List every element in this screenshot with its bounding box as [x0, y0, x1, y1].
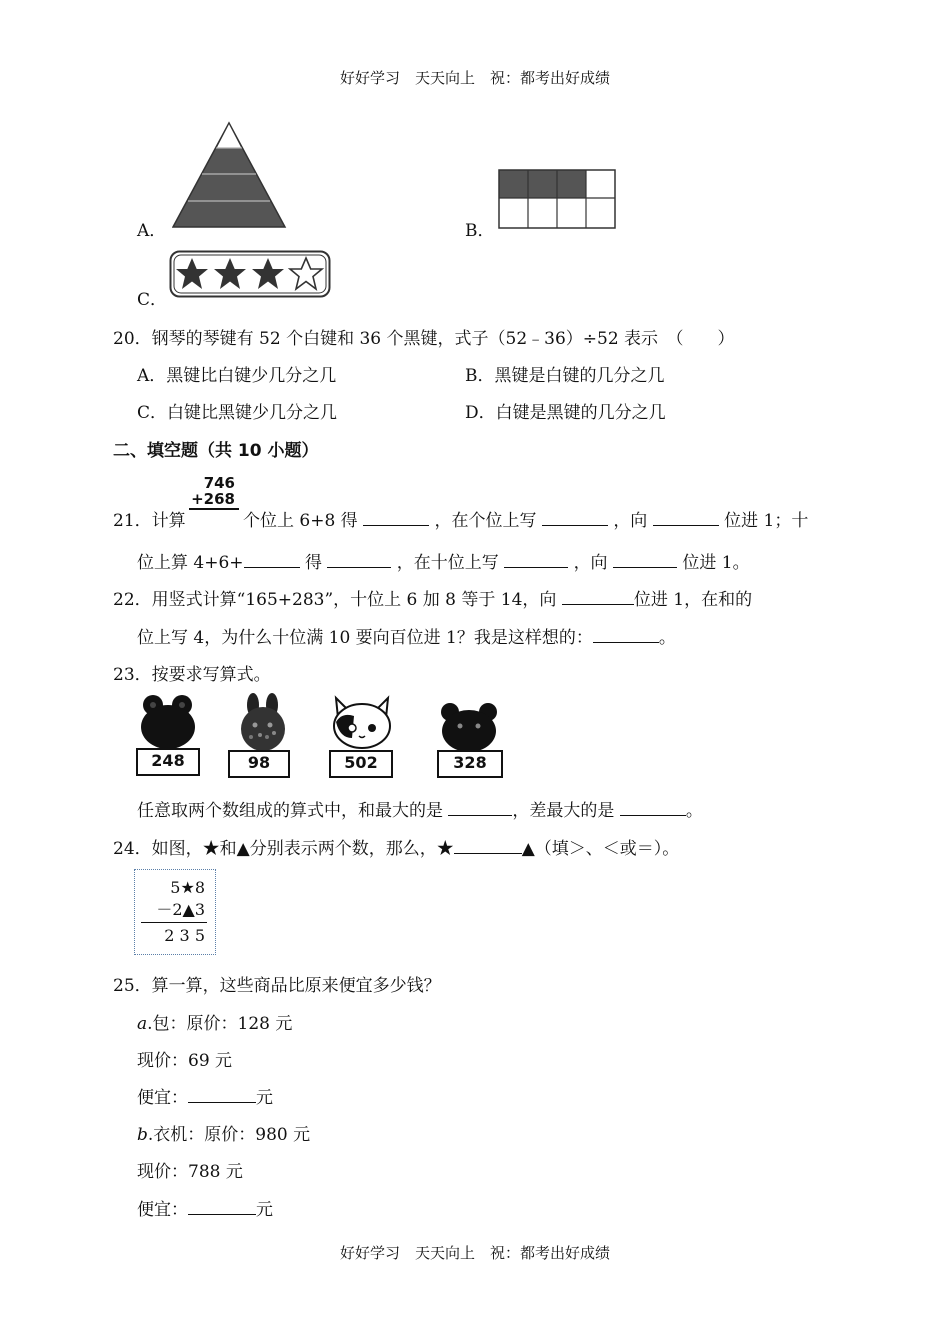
q21-line2 [137, 548, 750, 573]
subtraction-figure [134, 869, 216, 955]
answer-blank[interactable] [363, 509, 429, 526]
item-text: .包：原价：128 元 [147, 1014, 293, 1034]
answer-blank[interactable] [448, 799, 512, 816]
vertical-addition [189, 475, 239, 510]
q24-text: ▲（填＞、＜或＝）。 [521, 839, 680, 859]
answer-blank[interactable] [188, 1086, 256, 1103]
section-title: 二、填空题（共 10 小题） [113, 441, 319, 461]
q23-question [137, 796, 703, 821]
q23-text: 任意取两个数组成的算式中，和最大的是 [137, 801, 443, 821]
option-c-label: C． [137, 290, 168, 310]
q21-line1 [243, 506, 808, 531]
q25-b-cheaper [137, 1195, 273, 1220]
q21-text: ，在个位上写 [434, 511, 537, 531]
q20-option-a: A．黑键比白键少几分之几 [137, 366, 337, 386]
q20-option-d: D．白键是黑键的几分之几 [465, 403, 666, 423]
number-card: 98 [228, 750, 290, 778]
q22-text: 位上写 4，为什么十位满 10 要向百位进 1？我是这样想的： [137, 628, 593, 648]
q25-a-now: 现价：69 元 [137, 1051, 233, 1071]
bear-icon [438, 702, 500, 752]
rabbit-icon [236, 693, 292, 751]
answer-blank[interactable] [593, 626, 659, 643]
stars-figure [169, 250, 331, 298]
number-card: 328 [437, 750, 503, 778]
answer-blank[interactable] [504, 551, 568, 568]
q22-text: 。 [658, 628, 676, 648]
unit-label: 元 [256, 1200, 273, 1220]
answer-blank[interactable] [613, 551, 677, 568]
answer-blank[interactable] [244, 551, 300, 568]
q21-text: 得 [304, 553, 322, 573]
cheaper-label: 便宜： [137, 1088, 188, 1108]
item-text: .衣机：原价：980 元 [147, 1125, 311, 1145]
triangle-figure [172, 121, 287, 229]
addend-bottom: +268 [191, 490, 235, 508]
page-footer: 好好学习 天天向上 祝：都考出好成绩 [339, 1244, 610, 1262]
option-b-label: B． [465, 221, 495, 241]
q23-text: ，差最大的是 [512, 801, 615, 821]
q22-text: 22．用竖式计算“165+283”，十位上 6 加 8 等于 14，向 [113, 590, 557, 610]
number-card: 248 [136, 748, 200, 776]
q21-text: ，在十位上写 [396, 553, 499, 573]
answer-blank[interactable] [327, 551, 391, 568]
question-21-prefix: 21．计算 [113, 511, 186, 531]
q21-text: ，向 [613, 511, 648, 531]
q21-text: 位进 1；十 [724, 511, 809, 531]
number-card: 502 [329, 750, 393, 778]
answer-blank[interactable] [454, 837, 522, 854]
grid-figure [498, 169, 616, 229]
q21-text: 位上算 4+6+ [137, 553, 244, 573]
answer-blank[interactable] [653, 509, 719, 526]
item-letter: b [137, 1125, 148, 1145]
q21-text: ，向 [573, 553, 608, 573]
addend-top: 746 [203, 474, 235, 492]
cheaper-label: 便宜： [137, 1200, 188, 1220]
q24-question [113, 834, 679, 859]
item-letter: a [137, 1014, 148, 1034]
page-header: 好好学习 天天向上 祝：都考出好成绩 [339, 69, 610, 87]
q25-item-a [137, 1009, 292, 1034]
q24-text: 24．如图，★和▲分别表示两个数，那么，★ [113, 839, 454, 859]
q22-line2 [137, 623, 676, 648]
minuend-row: 5★8 [170, 878, 205, 897]
cat-icon [330, 694, 394, 752]
q23-text: 。 [685, 801, 703, 821]
question-25-stem: 25．算一算，这些商品比原来便宜多少钱？ [113, 976, 441, 996]
unit-label: 元 [256, 1088, 273, 1108]
difference-row: 2 3 5 [164, 926, 205, 945]
question-23-stem: 23．按要求写算式。 [113, 665, 271, 685]
q20-option-b: B．黑键是白键的几分之几 [465, 366, 665, 386]
q20-option-c: C．白键比黑键少几分之几 [137, 403, 338, 423]
question-20-stem: 20．钢琴的琴键有 52 个白键和 36 个黑键，式子（52﹣36）÷52 表示 （ ） [113, 329, 735, 349]
frog-icon [138, 693, 200, 751]
answer-blank[interactable] [542, 509, 608, 526]
q21-text: 位进 1。 [682, 553, 750, 573]
q21-text: 个位上 6+8 得 [243, 511, 358, 531]
q25-b-now: 现价：788 元 [137, 1162, 243, 1182]
answer-blank[interactable] [620, 799, 686, 816]
answer-blank[interactable] [188, 1198, 256, 1215]
q25-item-b [137, 1120, 310, 1145]
answer-blank[interactable] [562, 588, 634, 605]
q25-a-cheaper [137, 1083, 273, 1108]
subtrahend-row: －2▲3 [156, 900, 205, 919]
option-a-label: A． [137, 221, 167, 241]
q22-line1 [113, 585, 752, 610]
q22-text: 位进 1，在和的 [633, 590, 753, 610]
